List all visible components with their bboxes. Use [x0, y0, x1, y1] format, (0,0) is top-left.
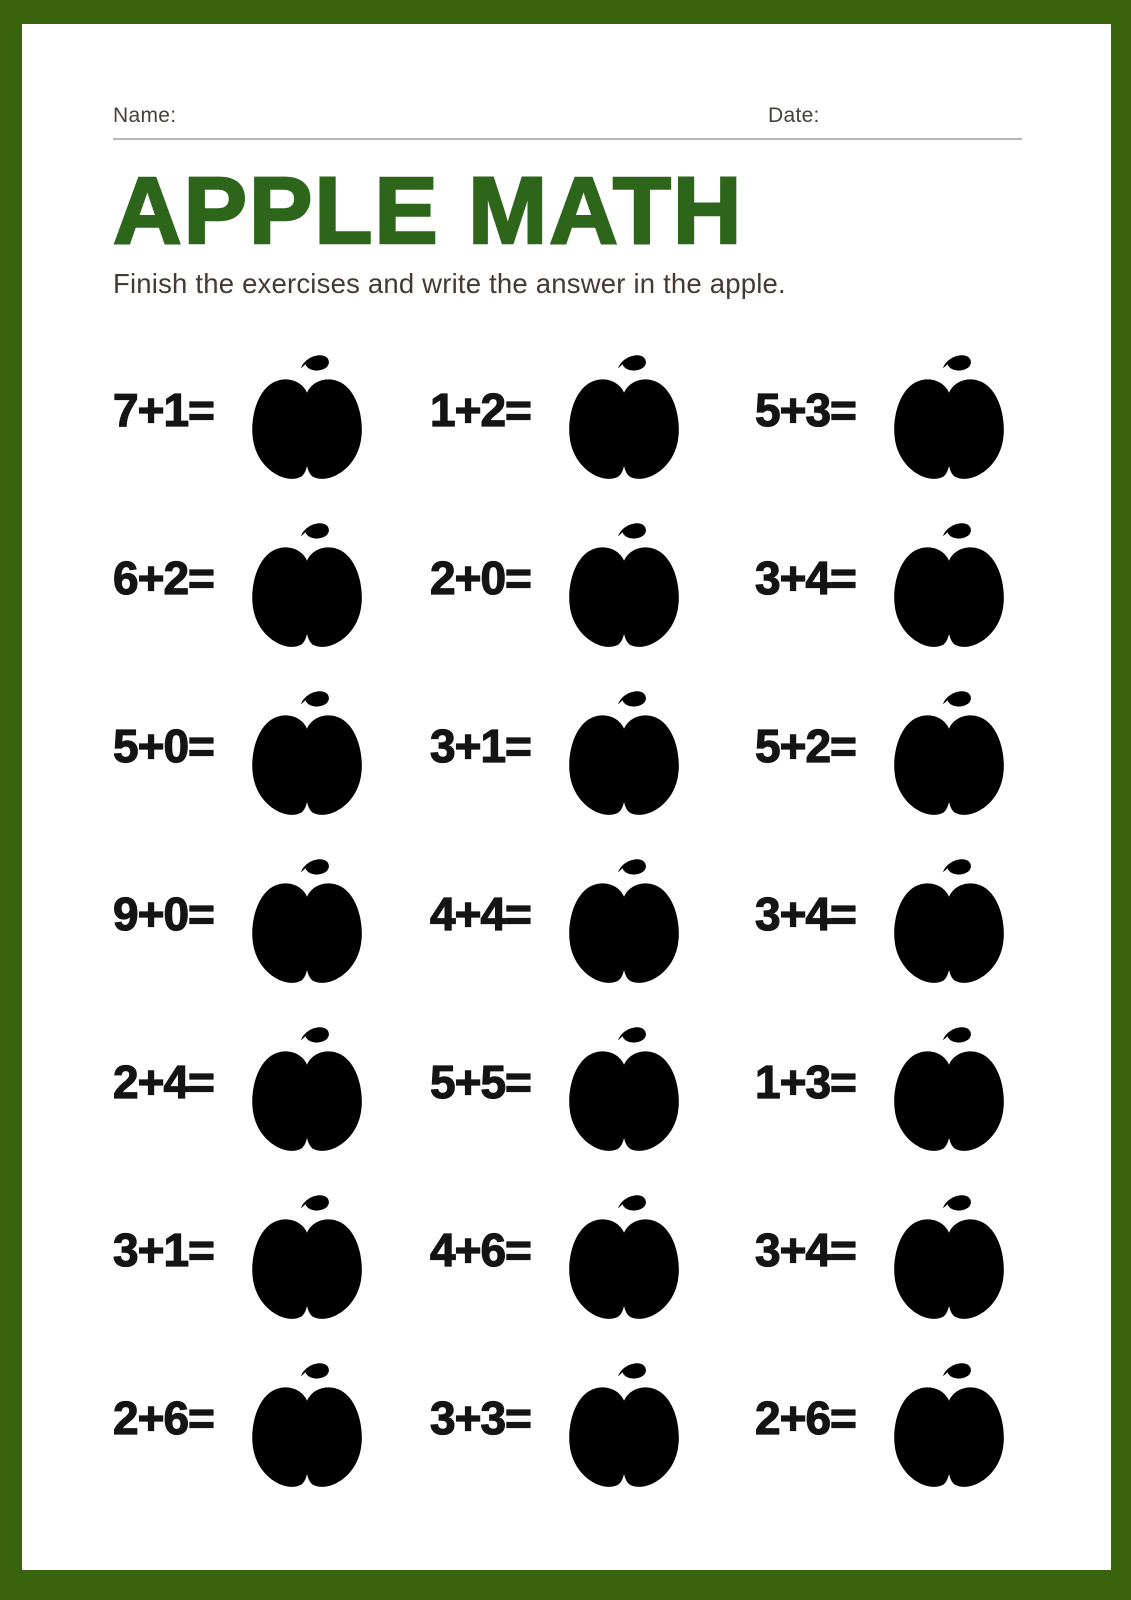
apple-answer-icon[interactable]	[560, 342, 684, 486]
exercise-equation: 4+4=	[430, 888, 531, 941]
exercise-equation: 3+3=	[430, 1392, 531, 1445]
exercise-equation: 5+5=	[430, 1056, 531, 1109]
exercise-equation: 3+1=	[113, 1224, 214, 1277]
apple-answer-icon[interactable]	[560, 846, 684, 990]
apple-answer-icon[interactable]	[885, 678, 1009, 822]
exercise-cell	[113, 1002, 430, 1170]
exercise-equation: 3+4=	[755, 552, 856, 605]
exercise-equation: 4+6=	[430, 1224, 531, 1277]
exercise-cell	[430, 834, 755, 1002]
exercise-equation: 2+6=	[113, 1392, 214, 1445]
apple-answer-icon[interactable]	[243, 342, 367, 486]
apple-answer-icon[interactable]	[243, 846, 367, 990]
exercise-cell	[430, 1002, 755, 1170]
exercise-equation: 6+2=	[113, 552, 214, 605]
apple-answer-icon[interactable]	[885, 1350, 1009, 1494]
exercise-cell	[430, 666, 755, 834]
exercise-cell	[430, 498, 755, 666]
apple-answer-icon[interactable]	[243, 1182, 367, 1326]
apple-answer-icon[interactable]	[560, 1350, 684, 1494]
apple-answer-icon[interactable]	[560, 510, 684, 654]
exercise-cell	[113, 666, 430, 834]
apple-answer-icon[interactable]	[885, 510, 1009, 654]
exercise-cell	[113, 834, 430, 1002]
exercise-cell	[755, 1170, 1022, 1338]
exercise-cell	[430, 1338, 755, 1506]
exercise-cell	[755, 330, 1022, 498]
apple-answer-icon[interactable]	[885, 342, 1009, 486]
exercise-cell	[113, 1170, 430, 1338]
exercise-equation: 3+4=	[755, 888, 856, 941]
exercise-equation: 9+0=	[113, 888, 214, 941]
exercise-equation: 2+6=	[755, 1392, 856, 1445]
header-fields	[113, 98, 1022, 140]
worksheet-sheet	[22, 24, 1111, 1570]
exercise-equation: 7+1=	[113, 384, 214, 437]
apple-answer-icon[interactable]	[885, 1014, 1009, 1158]
exercise-cell	[755, 1002, 1022, 1170]
exercise-grid	[113, 330, 1022, 1506]
apple-answer-icon[interactable]	[560, 1014, 684, 1158]
exercise-cell	[755, 666, 1022, 834]
apple-answer-icon[interactable]	[885, 846, 1009, 990]
apple-answer-icon[interactable]	[243, 678, 367, 822]
apple-answer-icon[interactable]	[243, 1350, 367, 1494]
exercise-equation: 1+2=	[430, 384, 531, 437]
exercise-equation: 1+3=	[755, 1056, 856, 1109]
name-label: Name:	[113, 104, 177, 127]
exercise-equation: 2+0=	[430, 552, 531, 605]
apple-answer-icon[interactable]	[560, 1182, 684, 1326]
exercise-equation: 5+2=	[755, 720, 856, 773]
apple-answer-icon[interactable]	[243, 1014, 367, 1158]
page-title: APPLE MATH	[113, 158, 744, 264]
apple-answer-icon[interactable]	[243, 510, 367, 654]
page-instructions: Finish the exercises and write the answer in the apple.	[113, 268, 786, 300]
exercise-equation: 3+1=	[430, 720, 531, 773]
exercise-equation: 5+0=	[113, 720, 214, 773]
exercise-cell	[430, 1170, 755, 1338]
exercise-cell	[113, 498, 430, 666]
exercise-equation: 5+3=	[755, 384, 856, 437]
exercise-equation: 3+4=	[755, 1224, 856, 1277]
exercise-equation: 2+4=	[113, 1056, 214, 1109]
exercise-cell	[113, 330, 430, 498]
exercise-cell	[113, 1338, 430, 1506]
exercise-cell	[755, 498, 1022, 666]
exercise-cell	[755, 1338, 1022, 1506]
date-label: Date:	[768, 104, 820, 127]
apple-answer-icon[interactable]	[560, 678, 684, 822]
exercise-cell	[430, 330, 755, 498]
exercise-cell	[755, 834, 1022, 1002]
apple-answer-icon[interactable]	[885, 1182, 1009, 1326]
